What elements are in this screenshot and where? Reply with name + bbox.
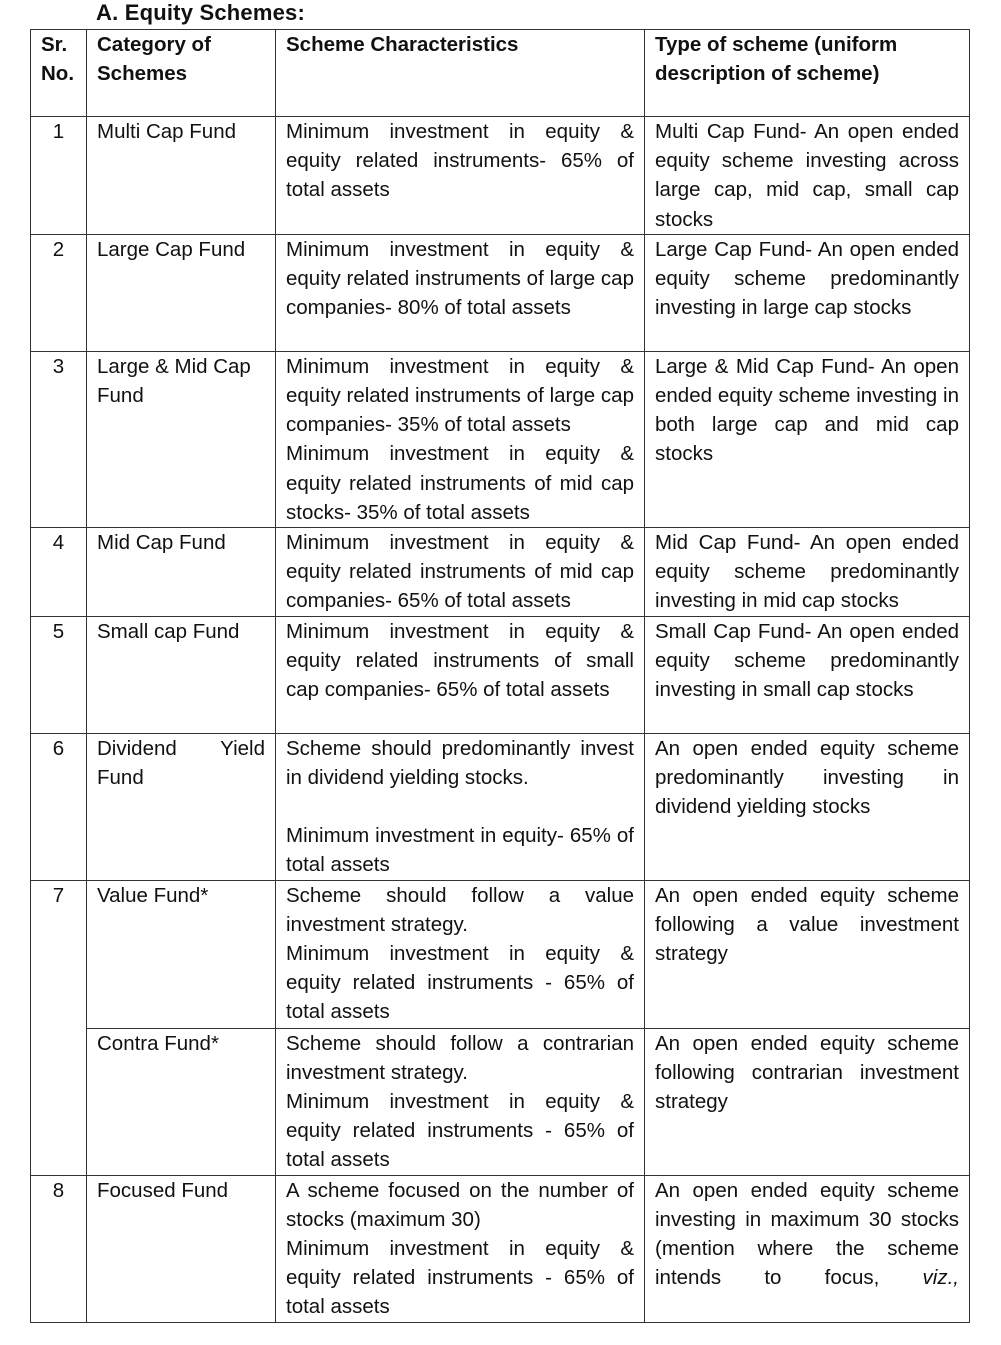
- table-row: [31, 616, 970, 733]
- characteristics-text: Minimum investment in equity & equity related instruments - 65% of total assets: [286, 1237, 634, 1319]
- characteristics-text: Minimum investment in equity & equity related instruments of large cap companies- 35% of total assets: [286, 354, 634, 437]
- equity-schemes-table: [30, 29, 970, 1323]
- sr-no-cell: 2: [31, 234, 87, 351]
- characteristics-text: Minimum investment in equity & equity related instruments of small cap companies- 65% of total assets: [286, 619, 634, 702]
- type-cell: Mid Cap Fund- An open ended equity scheme predominantly investing in mid cap stocks: [645, 528, 970, 617]
- section-title: A. Equity Schemes:: [96, 0, 305, 25]
- header-characteristics: Scheme Characteristics: [276, 30, 645, 117]
- characteristics-cell: [276, 528, 645, 617]
- table-row: [31, 733, 970, 880]
- table-row: [31, 1028, 970, 1175]
- characteristics-text: Minimum investment in equity & equity related instruments of mid cap stocks- 35% of total assets: [286, 442, 634, 524]
- sr-no-cell: 5: [31, 616, 87, 733]
- characteristics-text: Minimum investment in equity & equity related instruments - 65% of total assets: [286, 1090, 634, 1172]
- characteristics-cell: [276, 1175, 645, 1322]
- characteristics-text: Scheme should predominantly invest in dividend yielding stocks.: [286, 736, 634, 789]
- characteristics-cell: [276, 880, 645, 1028]
- characteristics-cell: [276, 616, 645, 733]
- characteristics-text: Scheme should follow a contrarian investment strategy.: [286, 1031, 634, 1084]
- sr-no-cell: 3: [31, 351, 87, 527]
- sr-no-cell: 6: [31, 733, 87, 880]
- characteristics-text: Minimum investment in equity & equity related instruments - 65% of total assets: [286, 942, 634, 1024]
- characteristics-text: A scheme focused on the number of stocks (maximum 30): [286, 1178, 634, 1231]
- category-cell: Contra Fund*: [87, 1028, 276, 1175]
- type-cell: An open ended equity scheme following a value investment strategy: [645, 880, 970, 1028]
- table-row: [31, 528, 970, 617]
- sr-no-cell: 1: [31, 117, 87, 235]
- table-row: [31, 351, 970, 527]
- category-cell: Large & Mid Cap Fund: [87, 351, 276, 527]
- sr-no-cell: 4: [31, 528, 87, 617]
- type-cell: [645, 1175, 970, 1322]
- type-cell: Large & Mid Cap Fund- An open ended equity scheme investing in both large cap and mid cap stocks: [645, 351, 970, 527]
- characteristics-cell: [276, 1028, 645, 1175]
- header-category: Category of Schemes: [87, 30, 276, 117]
- header-sr-no: Sr. No.: [31, 30, 87, 117]
- table-header-row: [31, 30, 970, 117]
- category-cell: Multi Cap Fund: [87, 117, 276, 235]
- characteristics-cell: [276, 351, 645, 527]
- characteristics-text: Scheme should follow a value investment strategy.: [286, 883, 634, 936]
- characteristics-text: Minimum investment in equity- 65% of total assets: [286, 824, 634, 877]
- paragraph-gap: [286, 792, 634, 821]
- category-cell: Mid Cap Fund: [87, 528, 276, 617]
- sr-no-cell: 8: [31, 1175, 87, 1322]
- category-cell: Focused Fund: [87, 1175, 276, 1322]
- type-text: An open ended equity scheme investing in maximum 30 stocks (mention where the scheme intends to focus,: [655, 1178, 959, 1290]
- type-cell: An open ended equity scheme following contrarian investment strategy: [645, 1028, 970, 1175]
- type-cell: Multi Cap Fund- An open ended equity scheme investing across large cap, mid cap, small cap stocks: [645, 117, 970, 235]
- characteristics-cell: [276, 234, 645, 351]
- table-row: [31, 234, 970, 351]
- category-cell: Small cap Fund: [87, 616, 276, 733]
- sr-no-cell: 7: [31, 880, 87, 1175]
- table-row: [31, 1175, 970, 1322]
- characteristics-text: Minimum investment in equity & equity related instruments- 65% of total assets: [286, 120, 634, 202]
- category-cell: Value Fund*: [87, 880, 276, 1028]
- characteristics-text: Minimum investment in equity & equity related instruments of large cap companies- 80% of total assets: [286, 237, 634, 320]
- header-type: Type of scheme (uniform description of scheme): [645, 30, 970, 117]
- category-cell: Dividend Yield Fund: [87, 733, 276, 880]
- category-cell: Large Cap Fund: [87, 234, 276, 351]
- characteristics-cell: [276, 117, 645, 235]
- characteristics-text: Minimum investment in equity & equity related instruments of mid cap companies- 65% of total assets: [286, 531, 634, 613]
- type-cell: Small Cap Fund- An open ended equity scheme predominantly investing in small cap stocks: [645, 616, 970, 733]
- type-cell: Large Cap Fund- An open ended equity scheme predominantly investing in large cap stocks: [645, 234, 970, 351]
- table-row: [31, 117, 970, 235]
- type-italic-text: viz.,: [922, 1266, 959, 1290]
- table-row: [31, 880, 970, 1028]
- type-cell: An open ended equity scheme predominantly investing in dividend yielding stocks: [645, 733, 970, 880]
- characteristics-cell: [276, 733, 645, 880]
